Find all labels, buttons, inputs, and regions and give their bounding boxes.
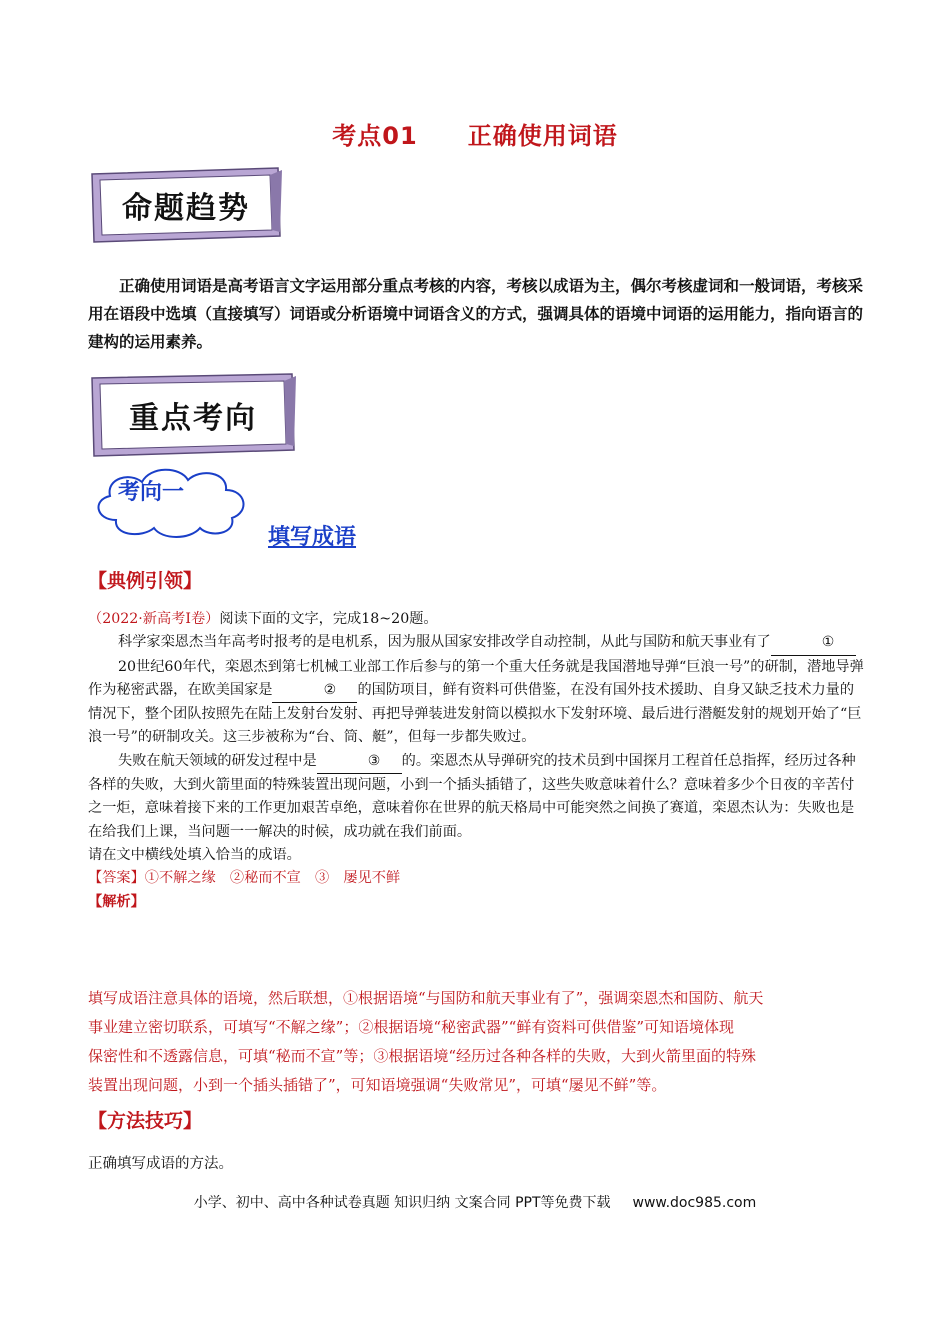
example-source: （2022·新高考Ⅰ卷） (88, 611, 220, 627)
method-heading: 【方法技巧】 (88, 1110, 203, 1132)
question-text: 请在文中横线处填入恰当的成语。 (88, 846, 301, 863)
title-topic: 正确使用词语 (467, 122, 618, 150)
banner-trend (88, 166, 284, 244)
analysis-line: 装置出现问题，小到一个插头插错了”，可知语境强调“失败常见”，可填“屡见不鲜”等。 (88, 1076, 667, 1094)
direction-label: 考向一 (118, 480, 185, 505)
blank-1: ① (771, 631, 856, 655)
footer-url[interactable]: www.doc985.com (632, 1195, 757, 1211)
analysis-line: 填写成语注意具体的语境，然后联想，①根据语境“与国防和航天事业有了”，强调栾恩杰和国防、航天 (88, 989, 764, 1007)
intro-paragraph (88, 272, 863, 356)
blank-3: ③ (317, 750, 402, 774)
passage-paragraph-3 (88, 750, 864, 844)
page-title (0, 116, 950, 151)
analysis-body (88, 984, 868, 1100)
example-instruction: 阅读下面的文字，完成18~20题。 (219, 611, 438, 627)
passage-text: 的。栾恩杰从导弹研究的技术员到中国探月工程首任总指挥，经历过各种各样的失败，大到火箭里面的特殊装置出现问题，小到一个插头插错了，这些失败意味着什么？意味着多少个日夜的辛苦付之一炬，意味着接下来的工作更加艰苦卓绝，意味着你在世界的航天格局中可能突然之间换了赛道，栾恩杰认为：失败也是在给我们上课，当问题一一解决的时候，成功就在我们前面。 (88, 752, 856, 840)
method-text: 正确填写成语的方法。 (88, 1156, 233, 1172)
passage-text: 20世纪60年代，栾恩杰到第七机械工业部工作后参与的第一个重大任务就是我国潜地导弹“巨浪一号”的研制，潜地导弹作为秘密武器，在欧美国家是 (88, 658, 864, 698)
passage-text: 的国防项目，鲜有资料可供借鉴，在没有国外技术援助、自身又缺乏技术力量的情况下，整个团队按照先在陆上发射台发射、再把导弹装进发射筒以模拟水下发射环境、最后进行潜艇发射的规划开始了“巨浪一号”的研制攻关。这三步被称为“台、筒、艇”，但每一步都失败过。 (88, 681, 862, 746)
answer-text: 【答案】①不解之缘 ②秘而不宣 ③ 屡见不鲜 (88, 870, 401, 887)
banner-trend-label: 命题趋势 (122, 191, 250, 226)
footer-text: 小学、初中、高中各种试卷真题 知识归纳 文案合同 PPT等免费下载 (193, 1195, 611, 1211)
analysis-line: 保密性和不透露信息，可填“秘而不宣”等；③根据语境“经历过各种各样的失败，大到火箭里面的特殊 (88, 1047, 757, 1065)
intro-text: 正确使用词语是高考语言文字运用部分重点考核的内容，考核以成语为主，偶尔考核虚词和一般词语，考核采用在语段中选填（直接填写）词语或分析语境中词语含义的方式，强调具体的语境中词语的运用能力，指向语言的建构的运用素养。 (88, 277, 864, 351)
analysis-heading: 【解析】 (88, 893, 145, 910)
analysis-line: 事业建立密切联系，可填写“不解之缘”；②根据语境“秘密武器”“鲜有资料可供借鉴”可知语境体现 (88, 1018, 735, 1036)
example-source-line (88, 608, 864, 631)
passage-paragraph-1 (88, 631, 864, 655)
example-passage (88, 608, 864, 914)
passage-text: 失败在航天领域的研发过程中是 (118, 752, 317, 769)
blank-2: ② (272, 679, 357, 703)
example-heading: 【典例引领】 (88, 570, 203, 592)
page-footer (0, 1192, 950, 1212)
direction-subtitle: 填写成语 (268, 525, 357, 550)
banner-focus-label: 重点考向 (129, 401, 257, 436)
title-code: 考点01 (332, 122, 418, 150)
passage-text: 科学家栾恩杰当年高考时报考的是电机系，因为服从国家安排改学自动控制，从此与国防和航天事业有了 (118, 634, 771, 651)
passage-paragraph-2 (88, 656, 864, 750)
banner-focus (88, 372, 284, 450)
